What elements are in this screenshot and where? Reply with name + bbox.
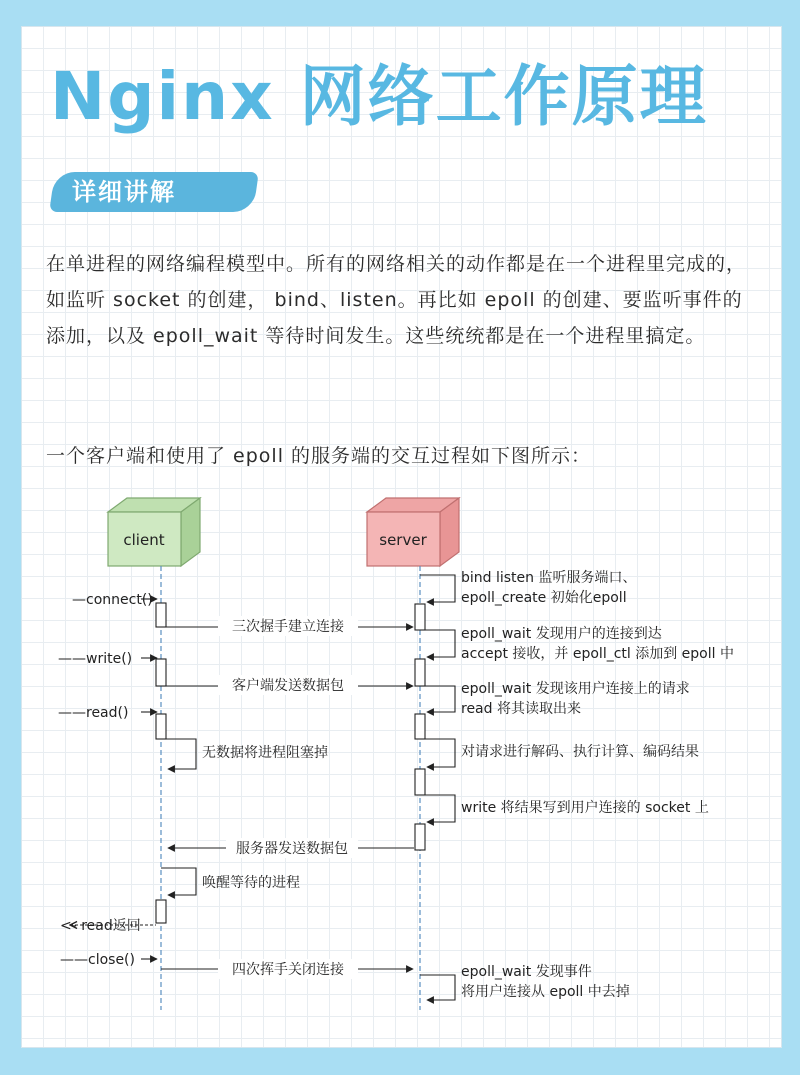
client-label: client: [123, 531, 165, 549]
sequence-diagram: [0, 490, 800, 1030]
client-note-block: 无数据将进程阻塞掉: [202, 745, 328, 761]
message-close: 四次挥手关闭连接: [232, 962, 344, 978]
server-note-read-1: epoll_wait 发现该用户连接上的请求: [461, 681, 690, 697]
server-note-close-2: 将用户连接从 epoll 中去掉: [461, 984, 630, 1000]
section-tag: 详细讲解: [72, 178, 176, 206]
server-note-bind-1: bind listen 监听服务端口、: [461, 570, 637, 586]
server-activation: [415, 659, 425, 686]
server-activation: [415, 604, 425, 630]
client-activation: [156, 659, 166, 686]
server-note-accept-1: epoll_wait 发现用户的连接到达: [461, 626, 662, 642]
server-box: [367, 498, 459, 566]
server-note-close-1: epoll_wait 发现事件: [461, 964, 592, 980]
diagram-intro: 一个客户端和使用了 epoll 的服务端的交互过程如下图所示：: [46, 445, 592, 467]
server-activation: [415, 824, 425, 850]
message-server-send: 服务器发送数据包: [236, 841, 348, 857]
description-paragraph: 在单进程的网络编程模型中。所有的网络相关的动作都是在一个进程里完成的，如监听 socket 的创建， bind、listen。再比如 epoll 的创建、要监听事件的添加，以及 epoll_wait 等待时间发生。这些统统都是在一个进程里搞定。: [46, 253, 747, 347]
page-title: Nginx 网络工作原理: [50, 58, 708, 135]
client-activation: [156, 900, 166, 923]
read-return: <- read返回: [60, 918, 141, 934]
client-activation: [156, 714, 166, 739]
client-note-wake: 唤醒等待的进程: [202, 875, 300, 891]
server-label: server: [379, 531, 427, 549]
close-call: ——close(): [60, 952, 135, 968]
message-handshake: 三次握手建立连接: [232, 619, 344, 635]
server-note-bind-2: epoll_create 初始化epoll: [461, 590, 627, 606]
server-note-accept-2: accept 接收，并 epoll_ctl 添加到 epoll 中: [461, 646, 734, 662]
client-activation: [156, 603, 166, 627]
read-call: ——read(): [58, 705, 129, 721]
server-activation: [415, 769, 425, 795]
write-call: ——write(): [58, 651, 133, 667]
connect-call: —connect(): [72, 592, 153, 608]
message-client-send: 客户端发送数据包: [232, 678, 344, 694]
client-box: [108, 498, 200, 566]
server-note-process: 对请求进行解码、执行计算、编码结果: [461, 744, 699, 760]
server-note-write: write 将结果写到用户连接的 socket 上: [461, 800, 709, 816]
server-note-read-2: read 将其读取出来: [461, 701, 581, 717]
server-activation: [415, 714, 425, 739]
